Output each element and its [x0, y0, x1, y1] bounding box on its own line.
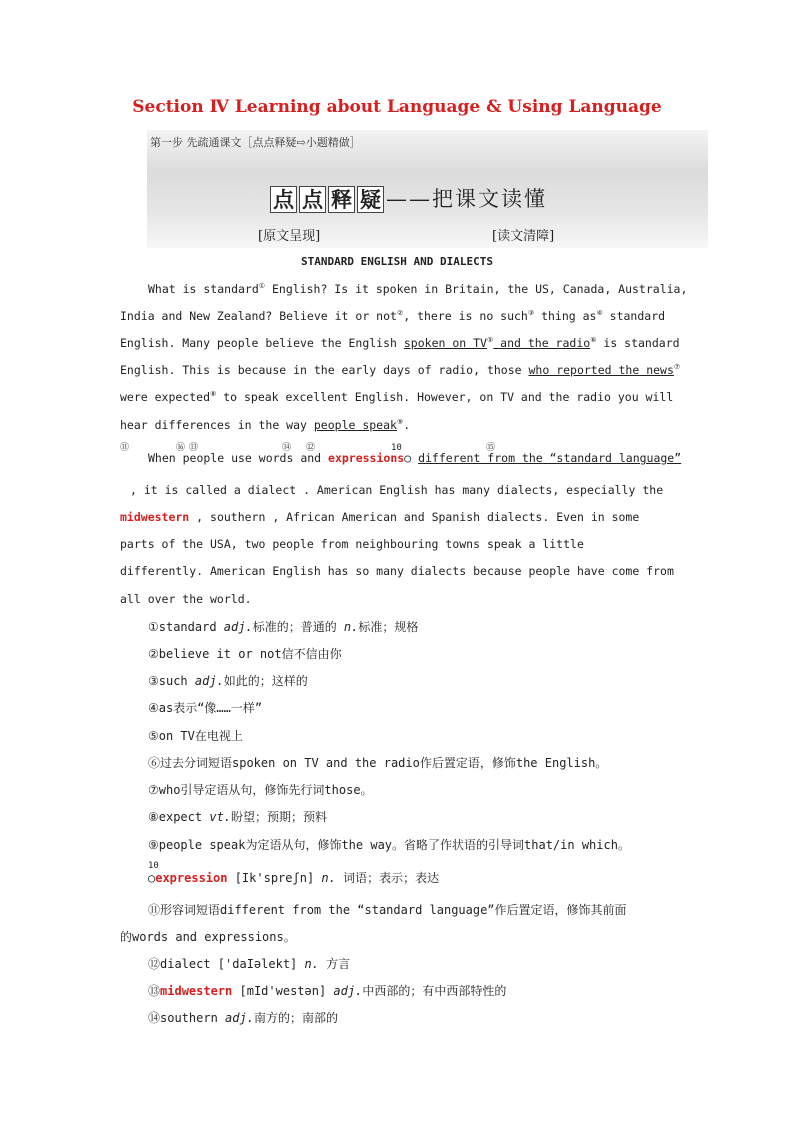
annotation-mark-10: 10 [391, 443, 402, 453]
circle-mark-icon: ○ [404, 451, 412, 465]
banner-char-3: 释 [328, 186, 355, 213]
column-header-original: [原文呈现] [258, 229, 321, 244]
note-14: ⑭southern adj.南方的；南部的 [148, 1011, 338, 1025]
note-5: ⑤on TV在电视上 [148, 729, 243, 743]
p1-line-3: English. Many people believe the English spoken on TV⑤ and the radio⑥ is standard [120, 336, 680, 350]
note-8: ⑧expect vt.盼望；预期；预料 [148, 810, 328, 824]
note-6: ⑥过去分词短语spoken on TV and the radio作后置定语，修饰the English。 [148, 756, 608, 770]
section-title: STANDARD ENGLISH AND DIALECTS [300, 255, 494, 268]
circle-mark-icon: ○ [148, 871, 156, 885]
note-10-number: 10 [148, 861, 159, 871]
p2-line-6: all over the world. [120, 592, 252, 606]
step-label: 第一步 先疏通课文［点点释疑⇨小题精做］ [150, 136, 361, 149]
note-4: ④as表示“像……一样” [148, 701, 263, 715]
note-3: ③such adj.如此的；这样的 [148, 674, 308, 688]
p1-line-5: were expected⑧ to speak excellent English. However, on TV and the radio you will [120, 390, 674, 404]
p1-line-6: hear differences in the way people speak⑨. [120, 418, 411, 432]
page-title: Section Ⅳ Learning about Language & Using Language [132, 97, 662, 117]
note-11-continued: 的words and expressions。 [120, 930, 296, 944]
banner-char-2: 点 [299, 186, 326, 213]
p1-line-4: English. This is because in the early days of radio, those who reported the news⑦ [120, 363, 681, 377]
annotation-mark-11: ⑪ [120, 443, 130, 453]
note-10: ○expression [Ik'spreʃn] n. 词语；表示；表达 [148, 871, 440, 885]
annotation-mark-13: ⑬ [189, 443, 199, 453]
banner-char-4: 疑 [357, 186, 384, 213]
note-1: ①standard adj.标准的；普通的 n.标准；规格 [148, 620, 419, 634]
note-2: ②believe it or not信不信由你 [148, 647, 342, 661]
annotation-mark-16: ⑯ [176, 443, 186, 453]
annotation-mark-12: ⑫ [306, 443, 316, 453]
p2-line-1: When people use words and expressions○ different from the “standard language” [148, 451, 682, 465]
p2-line-4: parts of the USA, two people from neighbouring towns speak a little [120, 537, 584, 551]
banner-char-1: 点 [270, 186, 297, 213]
note-12: ⑫dialect ['daIəlekt] n. 方言 [148, 957, 351, 971]
column-header-notes: [读文清障] [492, 229, 555, 244]
p1-line-2: India and New Zealand? Believe it or not②, there is no such③ thing as④ standard [120, 309, 666, 323]
p2-line-3: midwestern , southern , African American and Spanish dialects. Even in some [120, 510, 640, 524]
note-7: ⑦who引导定语从句，修饰先行词those。 [148, 783, 373, 797]
banner-rest: ——把课文读懂 [386, 187, 547, 211]
p2-line-5: differently. American English has so many dialects because people have come from [120, 564, 674, 578]
banner-heading [270, 186, 552, 216]
note-13: ⑬midwestern [mId'westən] adj.中西部的；有中西部特性的 [148, 984, 507, 998]
note-11: ⑪形容词短语different from the “standard language”作后置定语，修饰其前面 [148, 903, 627, 917]
note-9: ⑨people speak为定语从句，修饰the way。省略了作状语的引导词that/in which。 [148, 838, 630, 852]
p1-line-1: What is standard① English? Is it spoken in Britain, the US, Canada, Australia, [148, 282, 688, 296]
annotation-mark-15: ⑮ [486, 443, 496, 453]
annotation-mark-14: ⑭ [282, 443, 292, 453]
p2-line-2: , it is called a dialect . American English has many dialects, especially the [130, 483, 664, 497]
